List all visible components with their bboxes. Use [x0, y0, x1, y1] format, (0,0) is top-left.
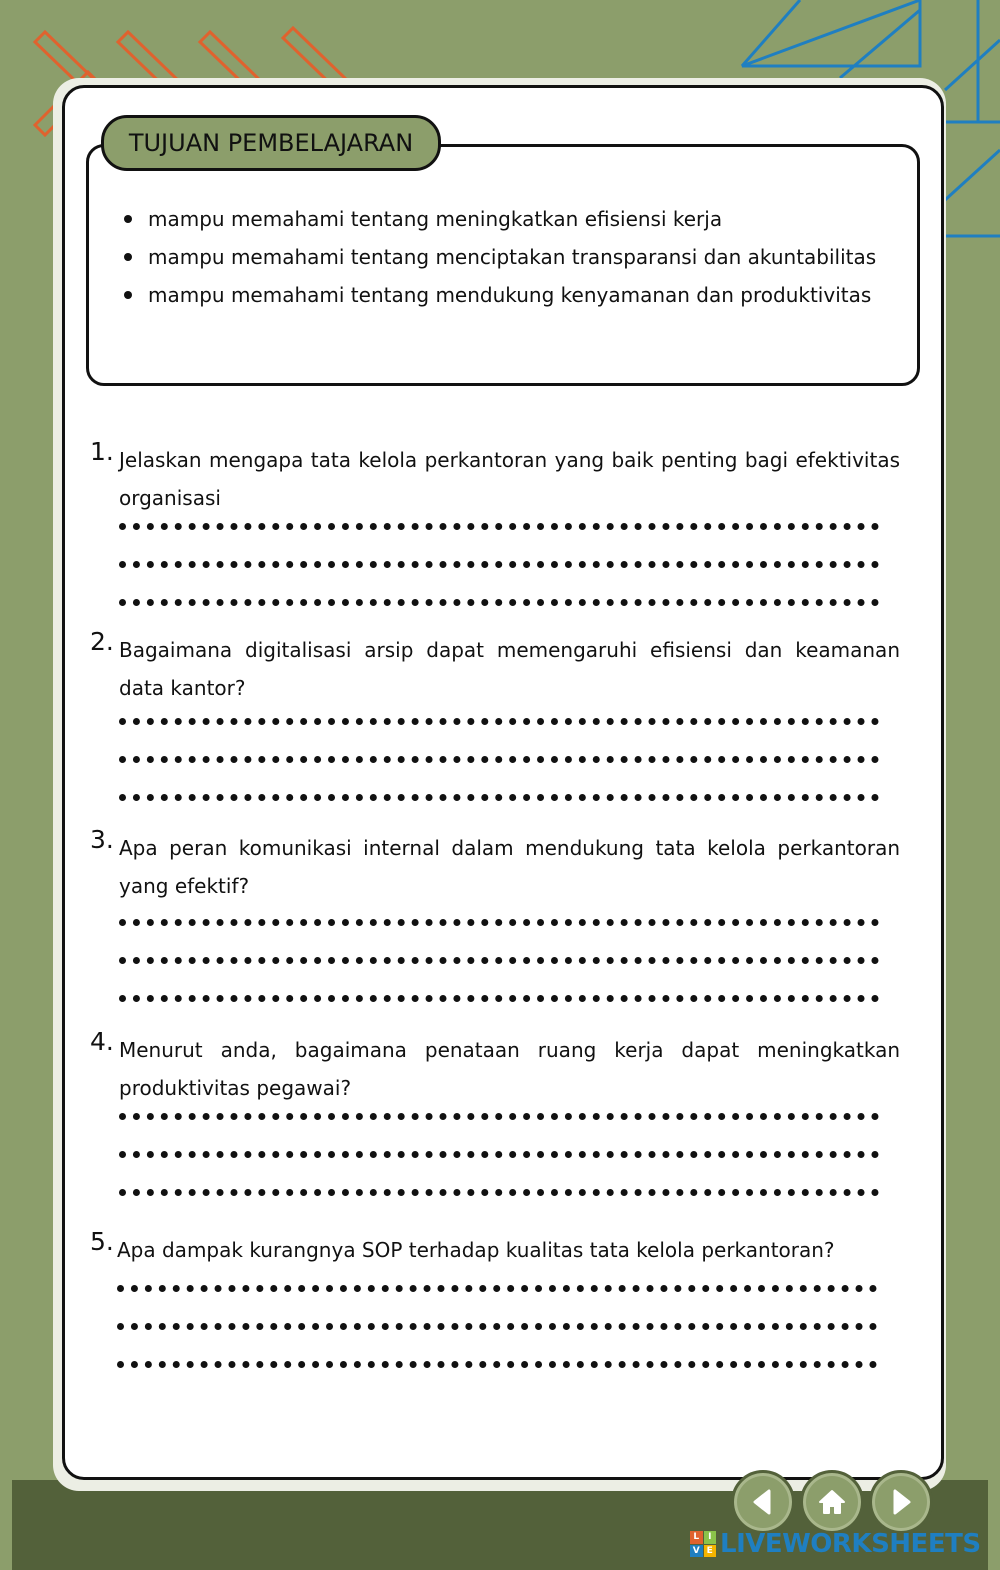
learning-objectives-title-text: TUJUAN PEMBELAJARAN: [128, 129, 414, 157]
answer-line-1[interactable]: [119, 718, 879, 725]
prev-arrow-icon: [743, 1482, 783, 1522]
question-number: 2.: [90, 627, 114, 656]
answer-line-3[interactable]: [119, 1189, 879, 1196]
question-text: Apa peran komunikasi internal dalam mendukung tata kelola perkantoran yang efektif?: [119, 836, 900, 898]
answer-line-1[interactable]: [119, 919, 879, 926]
brand-logo-icon: [690, 1531, 716, 1557]
home-button[interactable]: [800, 1470, 864, 1534]
prev-button[interactable]: [731, 1470, 795, 1534]
answer-line-1[interactable]: [119, 523, 879, 530]
brand-logo: [690, 1527, 981, 1561]
answer-line-1[interactable]: [119, 1113, 879, 1120]
objective-item: mampu memahami tentang mendukung kenyamanan dan produktivitas: [120, 276, 876, 314]
logo-letter: L: [690, 1531, 703, 1544]
answer-line-3[interactable]: [119, 599, 879, 606]
answer-line-3[interactable]: [119, 794, 879, 801]
question-text: Menurut anda, bagaimana penataan ruang kerja dapat meningkatkan produktivitas pegawai?: [119, 1038, 900, 1100]
question-text: Jelaskan mengapa tata kelola perkantoran yang baik penting bagi efektivitas organisasi: [119, 448, 900, 510]
next-arrow-icon: [881, 1482, 921, 1522]
objective-item: mampu memahami tentang menciptakan transparansi dan akuntabilitas: [120, 238, 876, 276]
question-number: 5.: [90, 1227, 114, 1256]
question-1: [90, 437, 900, 606]
question-5: [90, 1227, 900, 1368]
logo-letter: V: [690, 1545, 703, 1558]
question-text: Apa dampak kurangnya SOP terhadap kualitas tata kelola perkantoran?: [117, 1238, 835, 1262]
answer-line-2[interactable]: [119, 957, 879, 964]
answer-line-2[interactable]: [119, 561, 879, 568]
answer-line-2[interactable]: [117, 1323, 877, 1330]
answer-line-1[interactable]: [117, 1285, 877, 1292]
objective-item: mampu memahami tentang meningkatkan efisiensi kerja: [120, 200, 876, 238]
answer-line-2[interactable]: [119, 1151, 879, 1158]
question-2: [90, 627, 900, 801]
answer-line-2[interactable]: [119, 756, 879, 763]
next-button[interactable]: [869, 1470, 933, 1534]
question-number: 4.: [90, 1027, 114, 1056]
logo-letter: I: [704, 1531, 717, 1544]
logo-letter: E: [704, 1545, 717, 1558]
answer-line-3[interactable]: [119, 995, 879, 1002]
question-number: 3.: [90, 825, 114, 854]
home-icon: [812, 1482, 852, 1522]
learning-objectives-title: [101, 115, 441, 171]
answer-line-3[interactable]: [117, 1361, 877, 1368]
brand-name: LIVEWORKSHEETS: [720, 1529, 981, 1559]
learning-objectives-list: [120, 200, 876, 314]
question-4: [90, 1027, 900, 1196]
question-number: 1.: [90, 437, 114, 466]
question-3: [90, 825, 900, 1002]
question-text: Bagaimana digitalisasi arsip dapat memengaruhi efisiensi dan keamanan data kantor?: [119, 638, 900, 700]
